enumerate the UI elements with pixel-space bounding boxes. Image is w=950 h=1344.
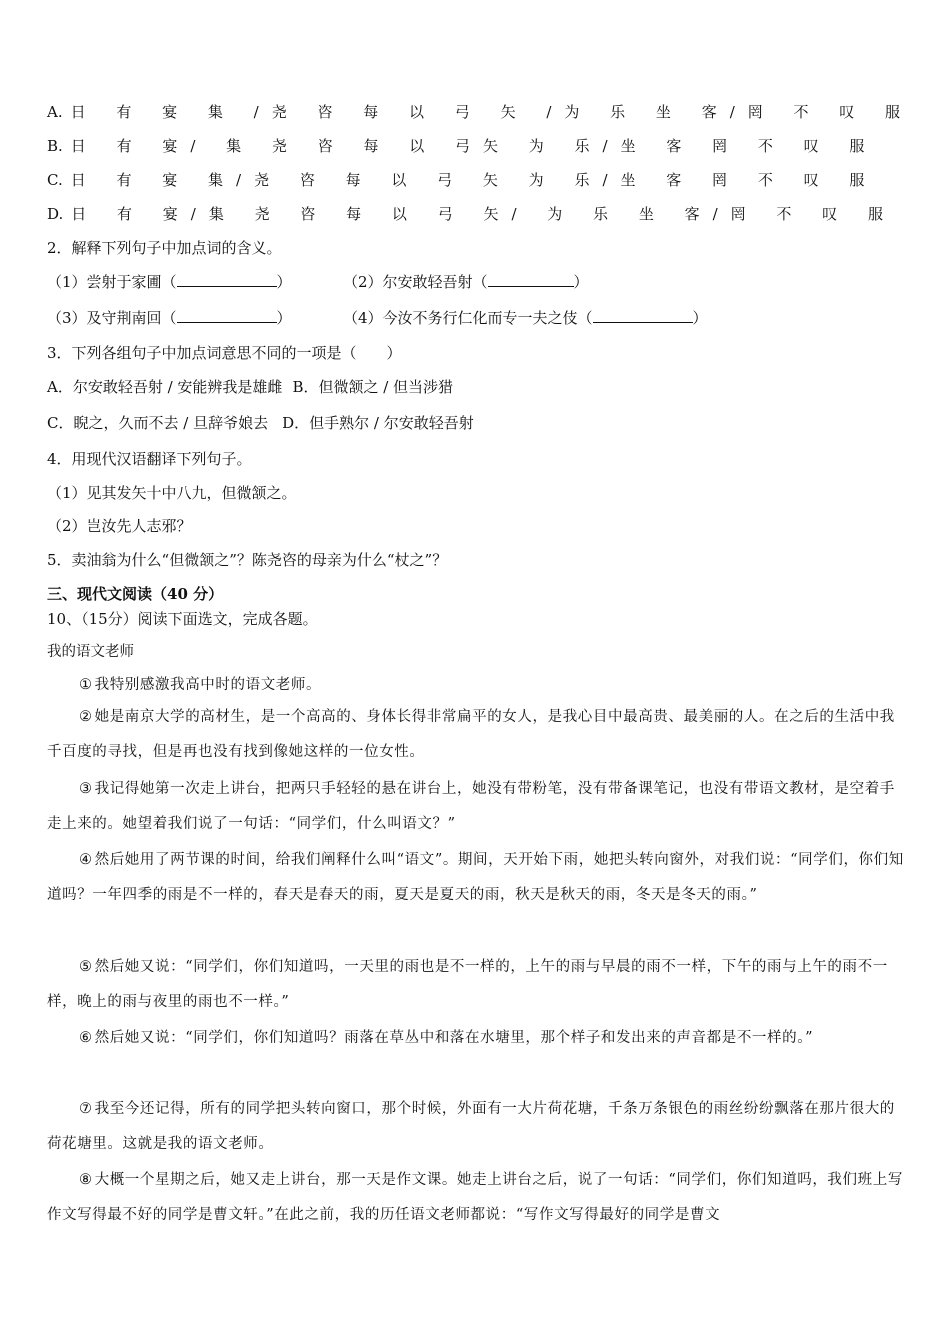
answer-blank[interactable] <box>593 322 693 323</box>
q5: 5．卖油翁为什么“但微颔之”？陈尧咨的母亲为什么“杖之”？ <box>47 551 448 569</box>
paragraph-1: ① 我特别感激我高中时的语文老师。 <box>79 677 322 693</box>
q4-stem: 4．用现代汉语翻译下列句子。 <box>47 450 252 468</box>
q10-stem: 10、（15分）阅读下面选文，完成各题。 <box>47 610 318 628</box>
q1-option-b: B. 日 有 宴/ 集 尧 咨 每 以 弓矢 为 乐/坐 客 罔 不 叹 服 <box>47 137 878 155</box>
q2-stem: 2．解释下列句子中加点词的含义。 <box>47 239 282 257</box>
paragraph-4: ④ 然后她用了两节课的时间，给我们阐释什么叫“语文”。期间，天开始下雨，她把头转向窗外，对我们说：“同学们，你们知道吗？一年四季的雨是不一样的，春天是春天的雨，夏天是夏天的雨，秋天是秋天的雨，冬天是冬天的雨。” <box>47 852 904 903</box>
q1-option-c: C. 日 有 宴 集/尧 咨 每 以 弓 矢 为 乐/坐 客 罔 不 叹 服 <box>47 171 878 189</box>
paragraph-6: ⑥ 然后她又说：“同学们，你们知道吗？雨落在草丛中和落在水塘里，那个样子和发出来的声音都是不一样的。” <box>79 1030 814 1046</box>
q3-stem: 3．下列各组句子中加点词意思不同的一项是（ ） <box>47 344 402 362</box>
q1-option-a: A. 日 有 宴 集 /尧 咨 每 以 弓 矢 /为 乐 坐 客/罔 不 叹 服 <box>47 103 914 121</box>
answer-blank[interactable] <box>488 286 574 287</box>
q2-item-1: （1）尝射于家圃（ ） <box>47 273 292 291</box>
answer-blank[interactable] <box>177 322 277 323</box>
q4-sentence-1: （1）见其发矢十中八九，但微颔之。 <box>47 484 297 502</box>
paragraph-2: ② 她是南京大学的高材生，是一个高高的、身体长得非常扁平的女人，是我心目中最高贵、最美丽的人。在之后的生活中我千百度的寻找，但是再也没有找到像她这样的一位女性。 <box>47 709 895 760</box>
q2-item-3: （3）及守荆南回（ ） <box>47 309 292 327</box>
paragraph-8: ⑧ 大概一个星期之后，她又走上讲台，那一天是作文课。她走上讲台之后，说了一句话：“同学们，你们知道吗，我们班上写作文写得最不好的同学是曹文轩。”在此之前，我的历任语文老师都说：“写作文写得最好的同学是曹文 <box>47 1172 903 1223</box>
paragraph-7: ⑦ 我至今还记得，所有的同学把头转向窗口，那个时候，外面有一大片荷花塘，千条万条银色的雨丝纷纷飘落在那片很大的荷花塘里。这就是我的语文老师。 <box>47 1101 895 1152</box>
q2-item-4: （4）今汝不务行仁化而专一夫之伎（ ） <box>343 309 708 327</box>
paragraph-3: ③ 我记得她第一次走上讲台，把两只手轻轻的悬在讲台上，她没有带粉笔，没有带备课笔记，也没有带语文教材，是空着手走上来的。她望着我们说了一句话：“同学们，什么叫语文？” <box>47 781 895 832</box>
section-heading: 三、现代文阅读（40 分） <box>47 585 224 603</box>
paragraph-5: ⑤ 然后她又说：“同学们，你们知道吗，一天里的雨也是不一样的，上午的雨与早晨的雨不一样，下午的雨与上午的雨不一样，晚上的雨与夜里的雨也不一样。” <box>47 959 888 1010</box>
q3-options-ab: A．尔安敢轻吾射 / 安能辨我是雄雌 B．但微颔之 / 但当涉猎 <box>47 378 454 396</box>
q4-sentence-2: （2）岂汝先人志邪？ <box>47 517 192 535</box>
answer-blank[interactable] <box>177 286 277 287</box>
q1-option-d: D. 日 有 宴/集 尧 咨 每 以 弓 矢/ 为 乐 坐 客/罔 不 叹 服 <box>47 205 896 223</box>
q3-options-cd: C．睨之，久而不去 / 旦辞爷娘去 D．但手熟尔 / 尔安敢轻吾射 <box>47 414 474 432</box>
article-title: 我的语文老师 <box>47 644 134 660</box>
q2-item-2: （2）尔安敢轻吾射（ ） <box>343 273 589 291</box>
